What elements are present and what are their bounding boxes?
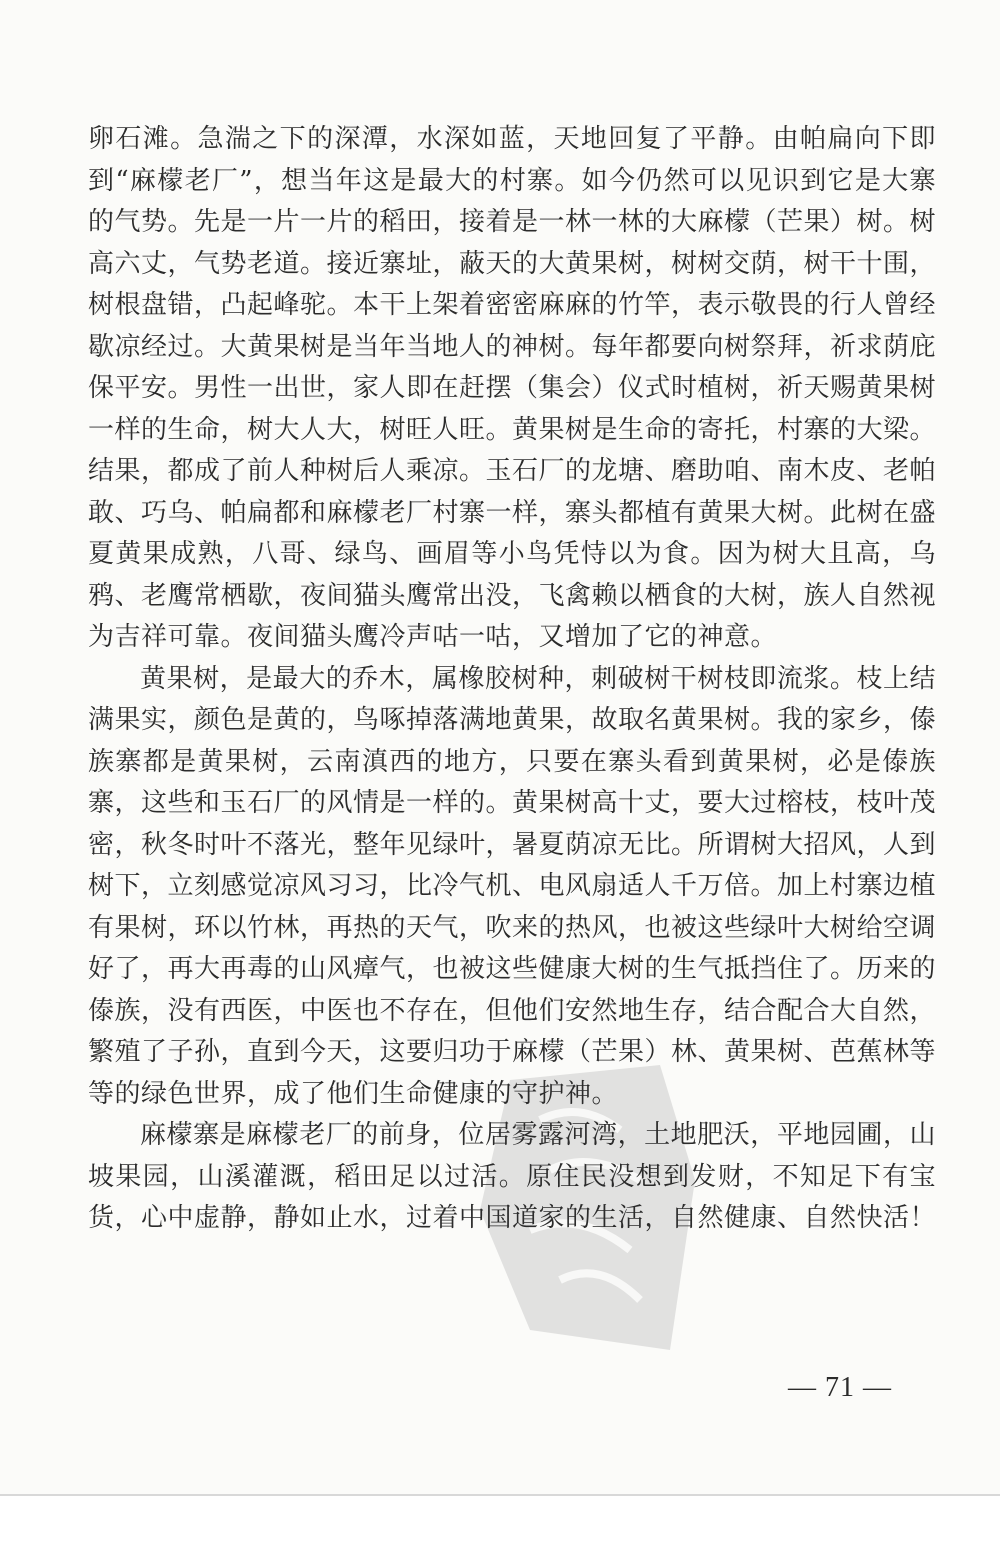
page-number: — 71 — [788,1372,892,1403]
paragraph-2: 黄果树，是最大的乔木，属橡胶树种，刺破树干树枝即流浆。枝上结满果实，颜色是黄的，鸟啄掉落满地黄果，故取名黄果树。我的家乡，傣族寨都是黄果树，云南滇西的地方，只要在寨头看到黄果树，必是傣族寨，这些和玉石厂的风情是一样的。黄果树高十丈，要大过榕枝，枝叶茂密，秋冬时叶不落光，整年见绿叶，暑夏荫凉无比。所谓树大招风，人到树下，立刻感觉凉风习习，比冷气机、电风扇适人千万倍。加上村寨边植有果树，环以竹林，再热的天气，吹来的热风，也被这些绿叶大树给空调好了，再大再毒的山风瘴气，也被这些健康大树的生气抵挡住了。历来的傣族，没有西医，中医也不存在，但他们安然地生存，结合配合大自然，繁殖了子孙，直到今天，这要归功于麻檬（芒果）林、黄果树、芭蕉林等等的绿色世界，成了他们生命健康的守护神。 [88,663,937,1109]
paragraph-3: 麻檬寨是麻檬老厂的前身，位居雾露河湾，土地肥沃，平地园圃，山坡果园，山溪灌溉，稻田足以过活。原住民没想到发财，不知足下有宝货，心中虚静，静如止水，过着中国道家的生活，自然健康、自然快活！ [88,1120,937,1233]
scan-bottom-margin [0,1496,1000,1549]
body-text [88,119,936,1240]
paragraph-1: 卵石滩。急湍之下的深潭，水深如蓝，天地回复了平静。由帕扁向下即到“麻檬老厂”，想当年这是最大的村寨。如今仍然可以见识到它是大寨的气势。先是一片一片的稻田，接着是一林一林的大麻檬（芒果）树。树高六丈，气势老道。接近寨址，蔽天的大黄果树，树树交荫，树干十围，树根盘错，凸起峰驼。本干上架着密密麻麻的竹竿，表示敬畏的行人曾经歇凉经过。大黄果树是当年当地人的神树。每年都要向树祭拜，祈求荫庇保平安。男性一出世，家人即在赶摆（集会）仪式时植树，祈天赐黄果树一样的生命，树大人大，树旺人旺。黄果树是生命的寄托，村寨的大梁。结果，都成了前人种树后人乘凉。玉石厂的龙塘、磨助咱、南木皮、老帕敢、巧乌、帕扁都和麻檬老厂村寨一样，寨头都植有黄果大树。此树在盛夏黄果成熟，八哥、绿鸟、画眉等小鸟凭恃以为食。因为树大且高，乌鸦、老鹰常栖歇，夜间猫头鹰常出没，飞禽赖以栖食的大树，族人自然视为吉祥可靠。夜间猫头鹰冷声咕一咕，又增加了它的神意。 [88,124,937,652]
